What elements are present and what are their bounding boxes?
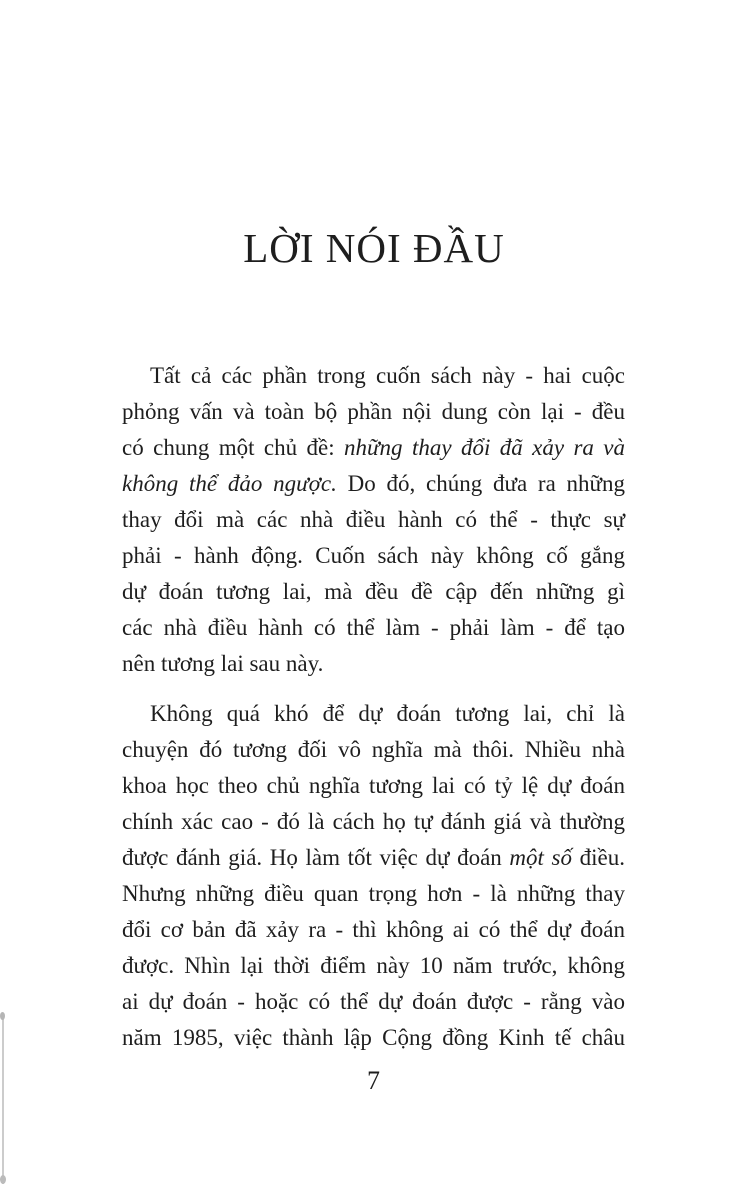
text-line: [122, 984, 625, 1020]
text-run: dự đoán tương lai, mà đều đề cập đến những gì: [122, 579, 625, 604]
text-run: các nhà điều hành có thể làm - phải làm - để tạo: [122, 615, 625, 640]
page-number: 7: [367, 1066, 380, 1095]
text-run: được đánh giá. Họ làm tốt việc dự đoán: [122, 845, 510, 870]
text-line: [122, 732, 625, 768]
text-run: điều.: [572, 845, 625, 870]
text-line: [122, 466, 625, 502]
text-run: ai dự đoán - hoặc có thể dự đoán được - rằng vào: [122, 989, 625, 1014]
text-run: Tất cả các phần trong cuốn sách này - hai cuộc: [150, 363, 625, 388]
text-run: được. Nhìn lại thời điểm này 10 năm trước, không: [122, 953, 625, 978]
scan-edge-speck-bottom: [0, 1175, 6, 1184]
text-line: [122, 804, 625, 840]
chapter-title: LỜI NÓI ĐẦU: [243, 225, 505, 271]
text-run: chuyện đó tương đối vô nghĩa mà thôi. Nhiều nhà: [122, 737, 625, 762]
text-line: [122, 646, 625, 682]
text-run-italic: một số: [509, 845, 573, 870]
text-run: phải - hành động. Cuốn sách này không cố gắng: [122, 543, 625, 568]
text-run: có chung một chủ đề:: [122, 435, 344, 460]
text-line: [122, 696, 625, 732]
text-line: [122, 358, 625, 394]
text-run-italic: những thay đổi đã xảy ra và: [344, 435, 625, 460]
text-line: [122, 1020, 625, 1056]
scan-edge-line: [2, 1016, 4, 1184]
text-run: nên tương lai sau này.: [122, 651, 324, 676]
text-line: [122, 430, 625, 466]
scan-edge-speck-top: [0, 1012, 5, 1020]
text-run: thay đổi mà các nhà điều hành có thể - thực sự: [122, 507, 625, 532]
paragraph: [122, 696, 625, 1056]
text-line: [122, 948, 625, 984]
text-run: chính xác cao - đó là cách họ tự đánh giá và thường: [122, 809, 625, 834]
text-run: Không quá khó để dự đoán tương lai, chỉ là: [150, 701, 625, 726]
text-run: đổi cơ bản đã xảy ra - thì không ai có thể dự đoán: [122, 917, 625, 942]
text-run: khoa học theo chủ nghĩa tương lai có tỷ lệ dự đoán: [122, 773, 625, 798]
text-line: [122, 768, 625, 804]
text-line: [122, 394, 625, 430]
text-block: [122, 358, 625, 1056]
text-line: [122, 876, 625, 912]
text-line: [122, 912, 625, 948]
text-run: Do đó, chúng đưa ra những: [336, 471, 626, 496]
text-run: năm 1985, việc thành lập Cộng đồng Kinh tế châu: [122, 1025, 625, 1050]
text-run: phỏng vấn và toàn bộ phần nội dung còn lại - đều: [122, 399, 625, 424]
text-line: [122, 502, 625, 538]
text-line: [122, 574, 625, 610]
text-run-italic: không thể đảo ngược.: [122, 471, 337, 496]
text-run: Nhưng những điều quan trọng hơn - là những thay: [122, 881, 625, 906]
text-line: [122, 538, 625, 574]
text-line: [122, 610, 625, 646]
text-line: [122, 840, 625, 876]
paragraph: [122, 358, 625, 682]
